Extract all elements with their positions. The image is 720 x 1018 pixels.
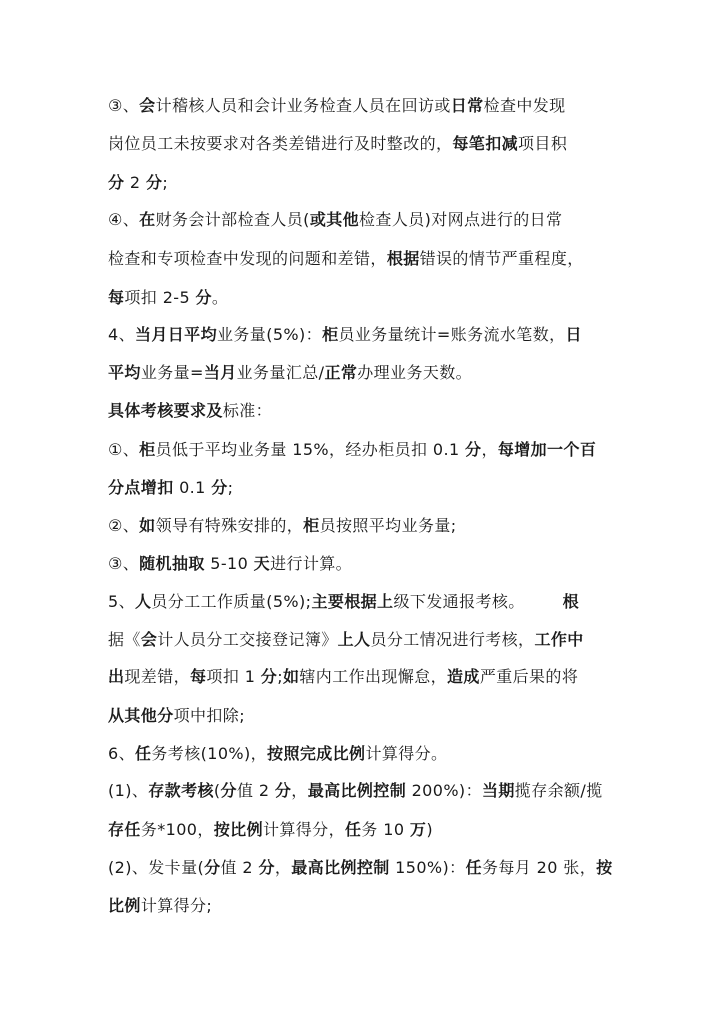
bold-text: 按 xyxy=(596,858,613,877)
text-line: 具体考核要求及标准： xyxy=(108,401,273,420)
bold-text: 每增加一个百 xyxy=(497,440,597,459)
bold-text: 任 xyxy=(344,820,362,839)
bold-text: 根据 xyxy=(386,249,420,268)
bold-text: 主要根据上 xyxy=(311,592,394,611)
bold-text: 如 xyxy=(139,516,156,535)
text-line: ③、随机抽取 5-10 天进行计算。 xyxy=(108,554,353,573)
bold-text: 柜 xyxy=(303,516,320,535)
bold-text: 造成 xyxy=(447,667,480,686)
bold-text: 正常 xyxy=(324,363,358,382)
bold-text: 柜 xyxy=(322,325,339,344)
text-line: (1)、存款考核(分值 2 分，最高比例控制 200%)：当期揽存余额/揽 xyxy=(108,781,603,800)
bold-text: 在 xyxy=(139,210,156,229)
bold-text: 分 xyxy=(220,781,237,800)
text-line: 比例计算得分; xyxy=(108,896,213,915)
bold-text: 任 xyxy=(465,858,482,877)
bold-text: 分 xyxy=(145,173,163,192)
bold-text: 当月 xyxy=(203,363,237,382)
bold-text: 分 xyxy=(211,478,228,497)
bold-text: 分 xyxy=(108,173,125,192)
bold-text: 工作中 xyxy=(534,630,584,649)
bold-text: 会 xyxy=(140,630,158,649)
bold-text: 最高比例控制 xyxy=(307,781,407,800)
bold-text: 分 xyxy=(204,858,221,877)
bold-text: 比例 xyxy=(108,896,141,915)
bold-text: 万 xyxy=(409,820,427,839)
text-line: ③、会计稽核人员和会计业务检查人员在回访或日常检查中发现 xyxy=(108,96,566,115)
text-line: 检查和专项检查中发现的问题和差错，根据错误的情节严重程度， xyxy=(108,249,584,268)
bold-text: 分 xyxy=(260,667,278,686)
text-line: 平均业务量=当月业务量汇总/正常办理业务天数。 xyxy=(108,363,473,382)
bold-text: 日 xyxy=(565,325,582,344)
bold-text: 按照完成比例 xyxy=(267,744,366,763)
text-line: 分 2 分; xyxy=(108,173,169,192)
bold-text: 或其他 xyxy=(309,210,360,229)
bold-text: 日常 xyxy=(450,96,484,115)
bold-text: 上人 xyxy=(337,630,371,649)
bold-text: 具体考核要求及 xyxy=(108,401,223,420)
bold-text: 柜 xyxy=(139,440,156,459)
bold-text: 会 xyxy=(139,96,156,115)
text-line: 分点增扣 0.1 分; xyxy=(108,478,234,497)
bold-text: 根 xyxy=(562,592,580,611)
text-line: 岗位员工未按要求对各类差错进行及时整改的，每笔扣减项目积 xyxy=(108,134,568,153)
bold-text: 天 xyxy=(253,554,271,573)
text-line: ④、在财务会计部检查人员(或其他检查人员)对网点进行的日常 xyxy=(108,210,563,229)
bold-text: 按比例 xyxy=(213,820,263,839)
bold-text: 分 xyxy=(274,781,292,800)
text-line: (2)、发卡量(分值 2 分，最高比例控制 150%)：任务每月 20 张，按 xyxy=(108,858,613,877)
bold-text: 平均 xyxy=(108,363,141,382)
text-line: 存任务*100，按比例计算得分，任务 10 万) xyxy=(108,820,433,839)
bold-text: 任 xyxy=(134,744,152,763)
text-line: 每项扣 2-5 分。 xyxy=(108,288,229,307)
bold-text: 存任 xyxy=(108,820,141,839)
bold-text: 分 xyxy=(195,288,212,307)
text-line: 据《会计人员分工交接登记簿》上人员分工情况进行考核，工作中 xyxy=(108,630,584,649)
bold-text: 每 xyxy=(108,288,125,307)
bold-text: 从其他分 xyxy=(108,706,174,725)
bold-text: 如 xyxy=(282,667,300,686)
bold-text: 人 xyxy=(134,592,152,611)
bold-text: 当期 xyxy=(481,781,515,800)
text-line: 4、当月日平均业务量(5%)：柜员业务量统计=账务流水笔数，日 xyxy=(108,325,582,344)
bold-text: 每 xyxy=(190,667,207,686)
bold-text: 存款考核 xyxy=(148,781,214,800)
bold-text: 出 xyxy=(108,667,125,686)
text-line: 从其他分项中扣除; xyxy=(108,706,246,725)
bold-text: 最高比例控制 xyxy=(291,858,390,877)
bold-text: 分点增扣 xyxy=(108,478,174,497)
text-line: ②、如领导有特殊安排的，柜员按照平均业务量; xyxy=(108,516,457,535)
bold-text: 分 xyxy=(258,858,275,877)
bold-text: 当月日平均 xyxy=(134,325,217,344)
text-line: 出现差错，每项扣 1 分;如辖内工作出现懈怠，造成严重后果的将 xyxy=(108,667,579,686)
bold-text: 随机抽取 xyxy=(139,554,205,573)
bold-text: 每笔扣减 xyxy=(452,134,519,153)
bold-text: 分 xyxy=(465,440,482,459)
text-line: ①、柜员低于平均业务量 15%，经办柜员扣 0.1 分，每增加一个百 xyxy=(108,440,597,459)
text-line: 6、任务考核(10%)，按照完成比例计算得分。 xyxy=(108,744,448,763)
text-line: 5、人员分工工作质量(5%);主要根据上级下发通报考核。 根 xyxy=(108,592,580,611)
